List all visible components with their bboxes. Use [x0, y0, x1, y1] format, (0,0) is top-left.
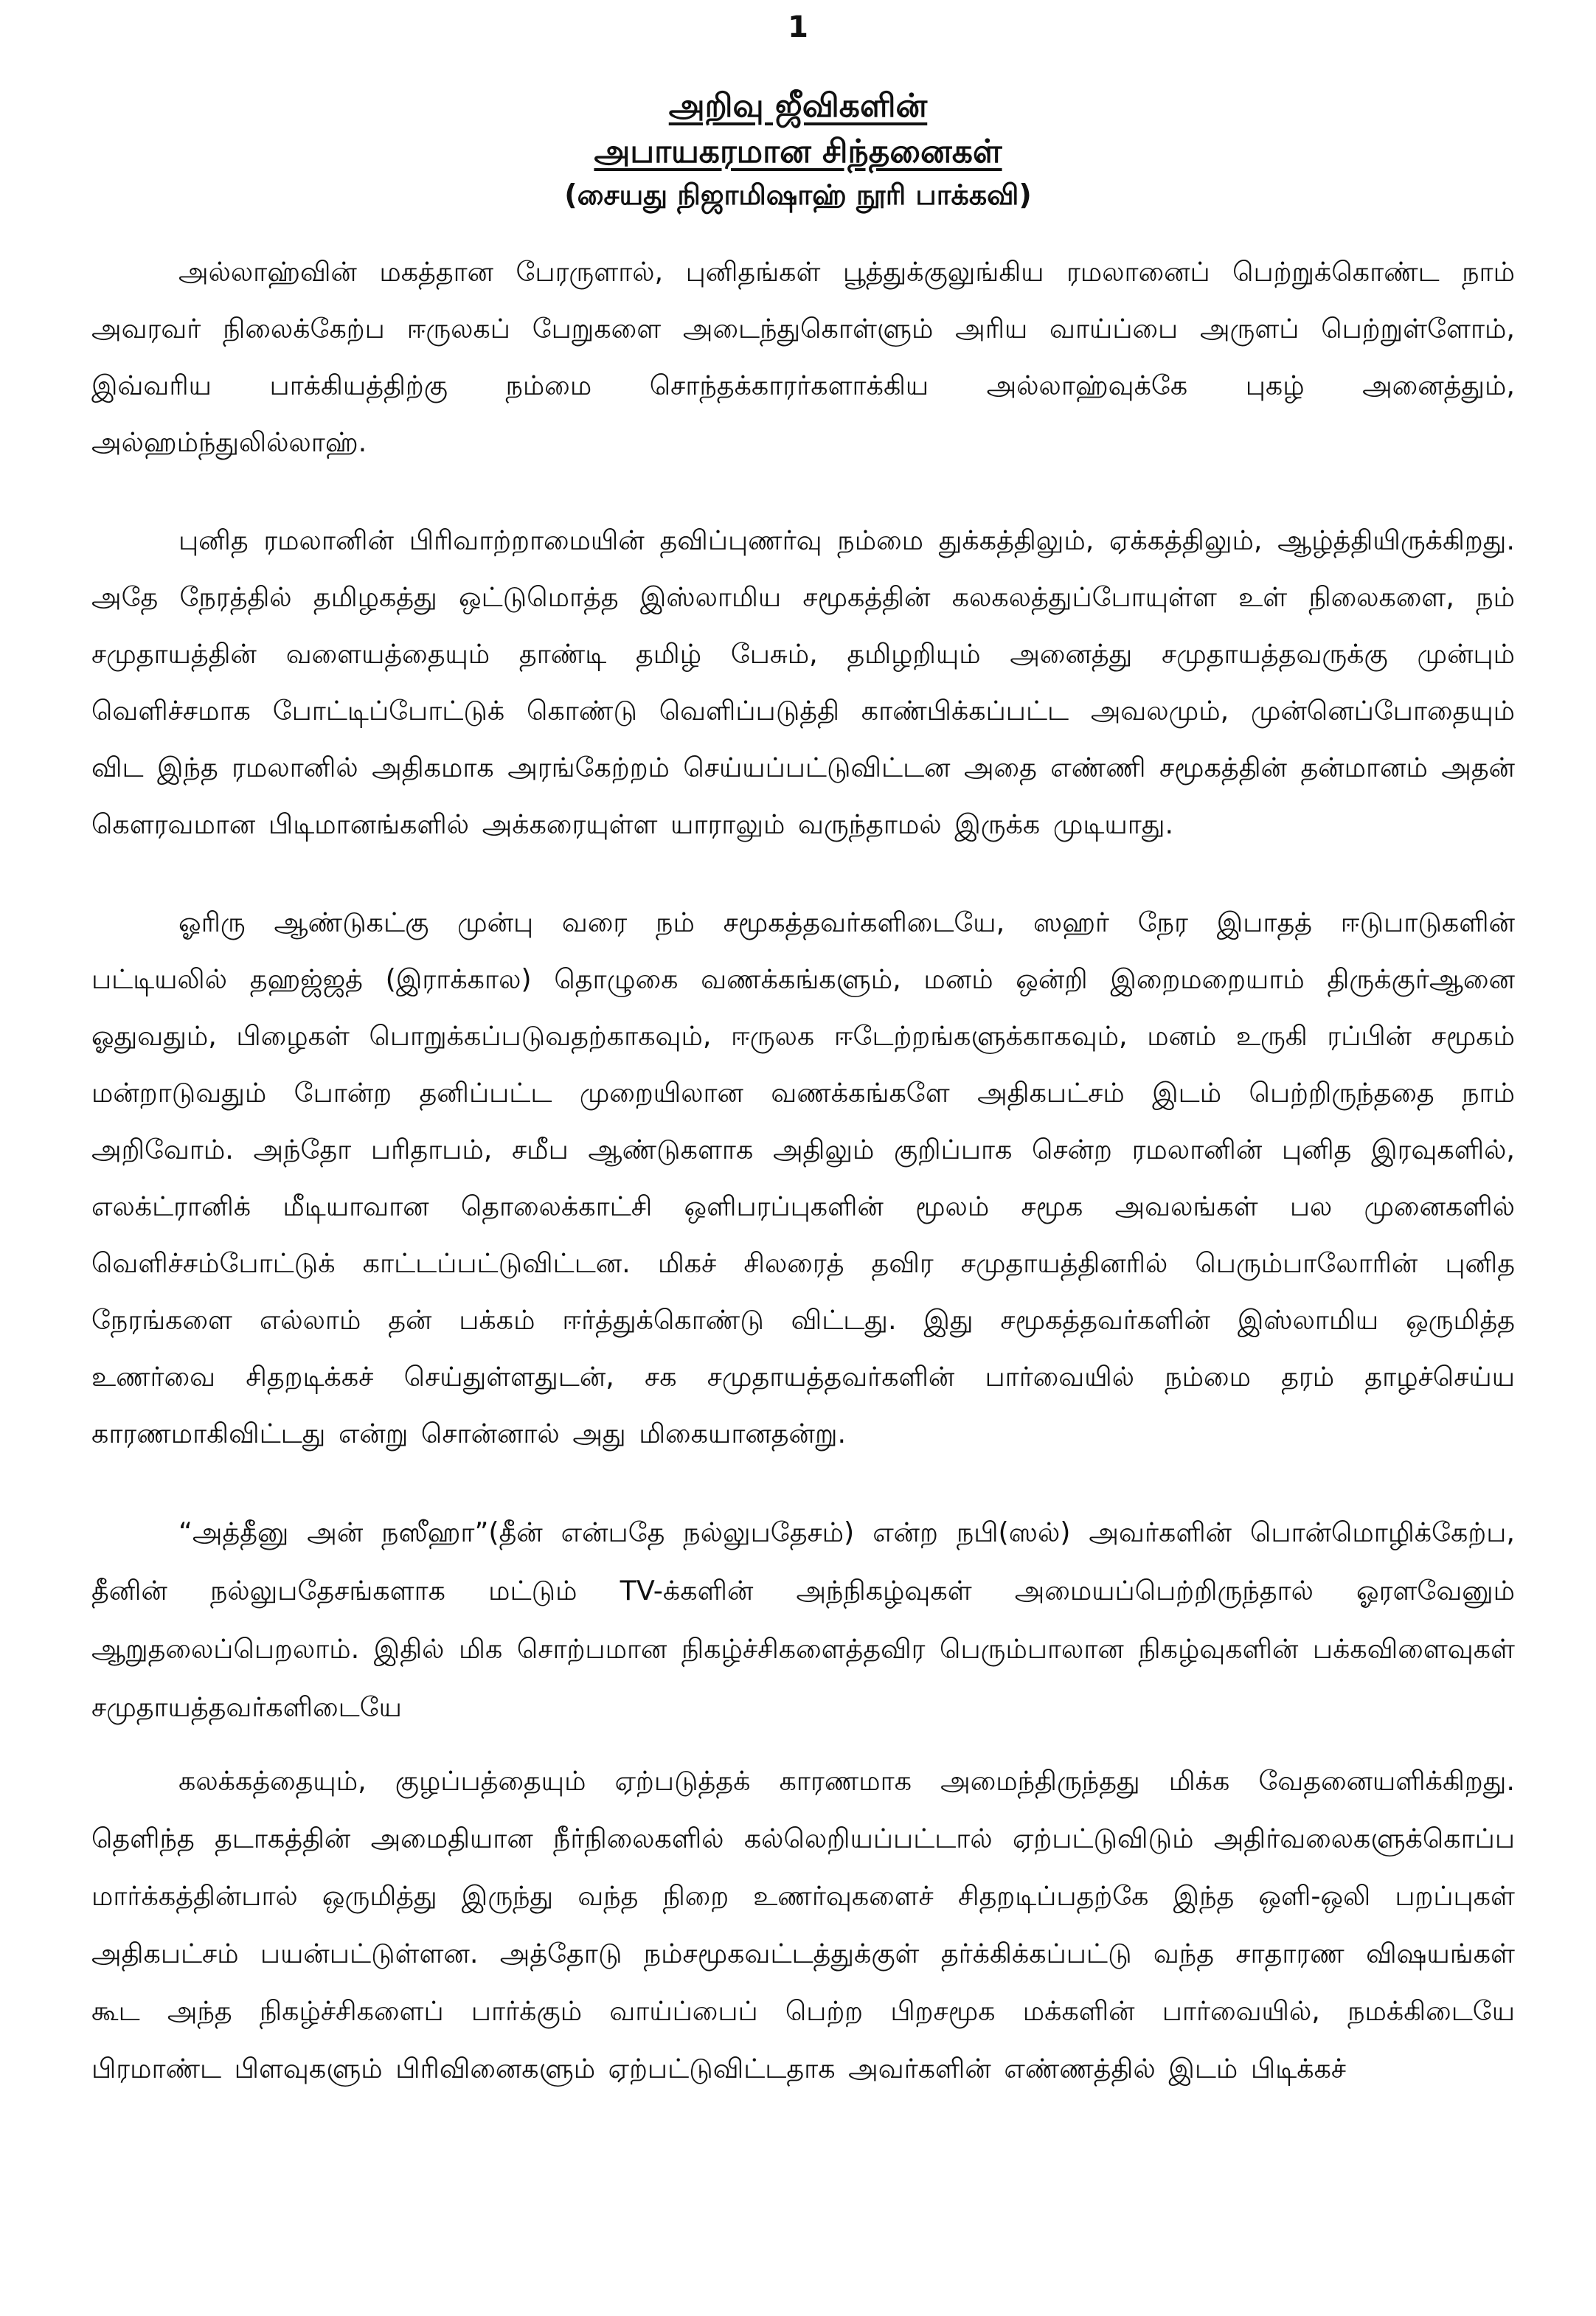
paragraph-5: கலக்கத்தையும், குழப்பத்தையும் ஏற்படுத்தக் காரணமாக அமைந்திருந்தது மிக்க வேதனையளிக்கிறது. தெளிந்த தடாகத்தின் அமைதியான நீர்நிலைகளில் கல்லெறியப்பட்டால் ஏற்பட்டுவிடும் அதிர்வலைகளுக்கொப்ப மார்க்கத்தின்பால் ஒருமித்து இருந்து வந்த நிறை உணர்வுகளைச் சிதறடிப்பதற்கே இந்த ஒளி-ஒலி பறப்புகள் அதிகபட்சம் பயன்பட்டுள்ளன. அத்தோடு நம்சமூகவட்டத்துக்குள் தர்க்கிக்கப்பட்டு வந்த சாதாரண விஷயங்கள் கூட அந்த நிகழ்ச்சிகளைப் பார்க்கும் வாய்ப்பைப் பெற்ற பிறசமூக மக்களின் பார்வையில், நமக்கிடையே பிரமாண்ட பிளவுகளும் பிரிவினைகளும் ஏற்பட்டுவிட்டதாக அவர்களின் எண்ணத்தில் இடம் பிடிக்கச் — [91, 1765, 1515, 2084]
title-line-1: அறிவு ஜீவிகளின் — [668, 87, 928, 125]
document-body — [91, 243, 1515, 2098]
page-number: 1 — [788, 10, 808, 44]
paragraph-1: அல்லாஹ்வின் மகத்தான பேரருளால், புனிதங்கள் பூத்துக்குலுங்கிய ரமலானைப் பெற்றுக்கொண்ட நாம் அவரவர் நிலைக்கேற்ப ஈருலகப் பேறுகளை அடைந்துகொள்ளும் அரிய வாய்ப்பை அருளப் பெற்றுள்ளோம், இவ்வரிய பாக்கியத்திற்கு நம்மை சொந்தக்காரர்களாக்கிய அல்லாஹ்வுக்கே புகழ் அனைத்தும், அல்ஹம்ந்துலில்லாஹ். — [91, 256, 1515, 458]
author-byline: (சையது நிஜாமிஷாஹ் நூரி பாக்கவி) — [564, 178, 1032, 211]
title-line-2: அபாயகரமான சிந்தனைகள் — [594, 133, 1002, 170]
paragraph-3: ஓரிரு ஆண்டுகட்கு முன்பு வரை நம் சமூகத்தவர்களிடையே, ஸஹர் நேர இபாதத் ஈடுபாடுகளின் பட்டியலில் தஹஜ்ஜத் (இராக்கால) தொழுகை வணக்கங்களும், மனம் ஒன்றி இறைமறையாம் திருக்குர்ஆனை ஓதுவதும், பிழைகள் பொறுக்கப்படுவதற்காகவும், ஈருலக ஈடேற்றங்களுக்காகவும், மனம் உருகி ரப்பின் சமூகம் மன்றாடுவதும் போன்ற தனிப்பட்ட முறையிலான வணக்கங்களே அதிகபட்சம் இடம் பெற்றிருந்ததை நாம் அறிவோம். அந்தோ பரிதாபம், சமீப ஆண்டுகளாக அதிலும் குறிப்பாக சென்ற ரமலானின் புனித இரவுகளில், எலக்ட்ரானிக் மீடியாவான தொலைக்காட்சி ஒளிபரப்புகளின் மூலம் சமூக அவலங்கள் பல முனைகளில் வெளிச்சம்போட்டுக் காட்டப்பட்டுவிட்டன. மிகச் சிலரைத் தவிர சமுதாயத்தினரில் பெரும்பாலோரின் புனித நேரங்களை எல்லாம் தன் பக்கம் ஈர்த்துக்கொண்டு விட்டது. இது சமூகத்தவர்களின் இஸ்லாமிய ஒருமித்த உணர்வை சிதறடிக்கச் செய்துள்ளதுடன், சக சமுதாயத்தவர்களின் பார்வையில் நம்மை தரம் தாழச்செய்ய காரணமாகிவிட்டது என்று சொன்னால் அது மிகையானதன்று. — [91, 906, 1515, 1449]
paragraph-2: புனித ரமலானின் பிரிவாற்றாமையின் தவிப்புணர்வு நம்மை துக்கத்திலும், ஏக்கத்திலும், ஆழ்த்தியிருக்கிறது. அதே நேரத்தில் தமிழகத்து ஒட்டுமொத்த இஸ்லாமிய சமூகத்தின் கலகலத்துப்போயுள்ள உள் நிலைகளை, நம் சமுதாயத்தின் வளையத்தையும் தாண்டி தமிழ் பேசும், தமிழறியும் அனைத்து சமுதாயத்தவருக்கு முன்பும் வெளிச்சமாக போட்டிப்போட்டுக் கொண்டு வெளிப்படுத்தி காண்பிக்கப்பட்ட அவலமும், முன்னெப்போதையும் விட இந்த ரமலானில் அதிகமாக அரங்கேற்றம் செய்யப்பட்டுவிட்டன அதை எண்ணி சமூகத்தின் தன்மானம் அதன் கௌரவமான பிடிமானங்களில் அக்கரையுள்ள யாராலும் வருந்தாமல் இருக்க முடியாது. — [91, 524, 1515, 840]
paragraph-4: “அத்தீனு அன் நஸீஹா”(தீன் என்பதே நல்லுபதேசம்) என்ற நபி(ஸல்) அவர்களின் பொன்மொழிக்கேற்ப, தீனின் நல்லுபதேசங்களாக மட்டும் TV-க்களின் அந்நிகழ்வுகள் அமையப்பெற்றிருந்தால் ஓரளவேனும் ஆறுதலைப்பெறலாம். இதில் மிக சொற்பமான நிகழ்ச்சிகளைத்தவிர பெரும்பாலான நிகழ்வுகளின் பக்கவிளைவுகள் சமுதாயத்தவர்களிடையே — [91, 1516, 1515, 1723]
